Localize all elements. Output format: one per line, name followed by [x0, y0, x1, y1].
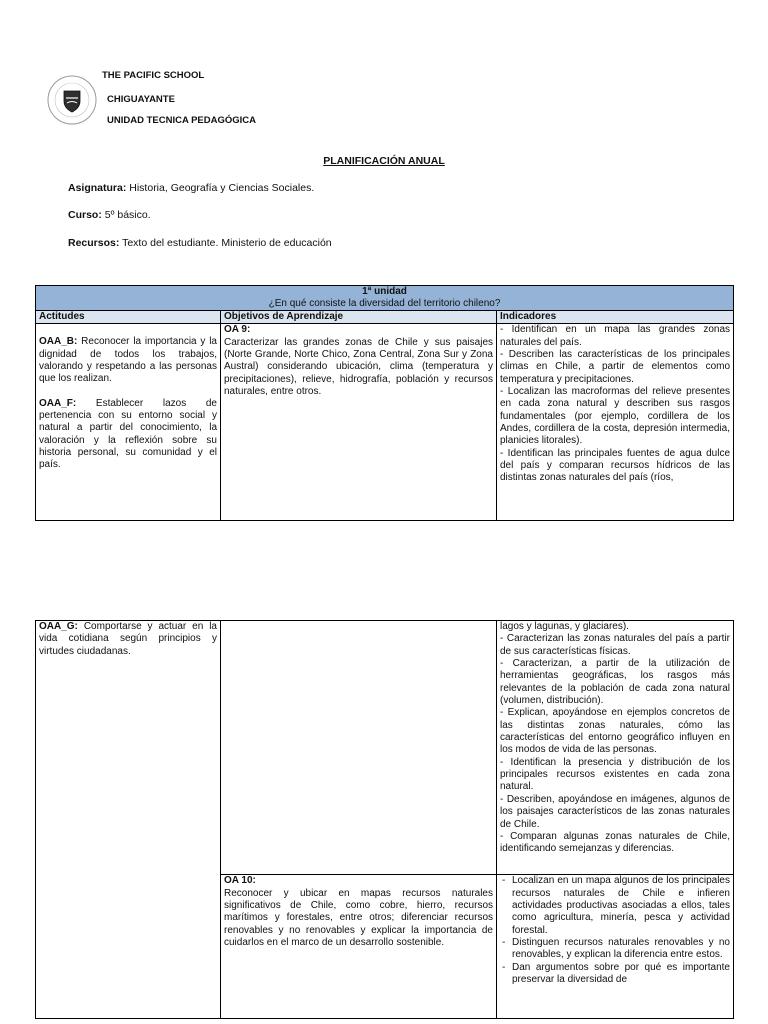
unit-title: 1ª unidad: [362, 286, 407, 297]
objective-oa10-cell: [221, 875, 497, 1019]
attitude-text: Comportarse y actuar en la vida cotidiana según principios y virtudes ciudadanas.: [39, 621, 217, 657]
school-logo-seal: [46, 74, 98, 126]
meta-asignatura: [68, 182, 314, 194]
col-header-indicadores: Indicadores: [497, 311, 734, 324]
recursos-value: Texto del estudiante. Ministerio de educación: [122, 237, 332, 249]
table-row: [36, 324, 734, 521]
attitude-code: OAA_B:: [39, 336, 78, 348]
objective-oa9-cell: [221, 324, 497, 521]
unit-header: [36, 286, 734, 311]
planning-table-page1: [35, 285, 734, 521]
document-title: PLANIFICACIÓN ANUAL: [323, 155, 445, 167]
attitude-text: Establecer lazos de pertenencia con su entorno social y natural a partir del conocimiento, la valoración y la reflexión sobre su historia personal, su comunidad y el país.: [39, 397, 217, 471]
attitude-text: Reconocer la importancia y la dignidad de todos los trabajos, valorando y respetando a las personas que los realizan.: [39, 336, 217, 385]
attitudes-cell: [36, 621, 221, 1019]
school-unit: UNIDAD TECNICA PEDAGÓGICA: [107, 115, 257, 126]
objective-text: Caracterizar las grandes zonas de Chile y sus paisajes (Norte Grande, Norte Chico, Zona Central, Zona Sur y Zona Austral) considerando ubicación, clima (temperatura y precipitaciones), relieve, hidrografía, población y recursos naturales, entre otros.: [224, 336, 493, 398]
objective-code: OA 10:: [224, 875, 256, 887]
table-row: [36, 621, 734, 875]
meta-curso: [68, 209, 151, 221]
indicators-cell: [497, 875, 734, 1019]
school-name: THE PACIFIC SCHOOL: [102, 70, 205, 81]
objective-text: Reconocer y ubicar en mapas recursos naturales significativos de Chile, como cobre, hierro, recursos marítimos y forestales, entre otros; diferenciar recursos renovables y no renovables y explicar la importancia de cuidarlos en el marco de un desarrollo sostenible.: [224, 887, 493, 949]
column-header-row: [36, 311, 734, 324]
attitude-oaa-f: [39, 398, 217, 472]
planning-table-page2: [35, 620, 734, 1019]
objective-code: OA 9:: [224, 324, 251, 336]
indicators-cell: [497, 621, 734, 875]
attitude-code: OAA_G:: [39, 621, 78, 632]
curso-value: 5º básico.: [104, 209, 151, 221]
school-city: CHIGUAYANTE: [107, 94, 175, 105]
indicators-cell: [497, 324, 734, 521]
asignatura-value: Historia, Geografía y Ciencias Sociales.: [129, 182, 315, 194]
list-item: - Distinguen recursos naturales renovables y no renovables, y explican la diferencia entre estos.: [512, 937, 730, 962]
unit-header-row: [36, 286, 734, 311]
curso-label: Curso:: [68, 209, 102, 221]
unit-question: ¿En qué consiste la diversidad del territorio chileno?: [268, 298, 501, 309]
col-header-actitudes: Actitudes: [36, 311, 221, 324]
recursos-label: Recursos:: [68, 237, 120, 249]
objective-empty-cell: [221, 621, 497, 875]
indicators-text: - Identifican en un mapa las grandes zonas naturales del país. - Describen las características de los principales climas en Chile, a partir de elementos como temperatura y precipitaciones. - Localizan las macroformas del relieve presentes en cada zona natural y describen sus rasgos fundamentales (por ejemplo, cordillera de los Andes, cordillera de la costa, depresión intermedia, planicies litorales). - Identifican las principales fuentes de agua dulce del país y comparan recursos hídricos de las distintas zonas naturales del país (ríos,: [500, 324, 731, 484]
attitude-oaa-g: [39, 621, 217, 658]
col-header-objetivos: Objetivos de Aprendizaje: [221, 311, 497, 324]
attitude-oaa-b: [39, 336, 217, 385]
meta-recursos: [68, 237, 332, 249]
attitudes-cell: [36, 324, 221, 521]
list-item: - Localizan en un mapa algunos de los principales recursos naturales de Chile e infieren actividades productivas asociadas a ellos, tales como agricultura, minería, pesca y actividad forestal.: [512, 875, 730, 937]
attitude-code: OAA_F:: [39, 397, 77, 409]
list-item: - Dan argumentos sobre por qué es importante preservar la diversidad de: [512, 962, 730, 987]
indicators-text: lagos y lagunas, y glaciares). - Caracterizan las zonas naturales del país a partir de sus características físicas. - Caracterizan, a partir de la utilización de herramientas geográficas, los rasgos más relevantes de la población de cada zona natural (volumen, distribución). - Explican, apoyándose en ejemplos concretos de las distintas zonas naturales, cómo las características del entorno geográfico influyen en los modos de vida de las personas. - Identifican la presencia y distribución de los principales recursos existentes en cada zona natural. - Describen, apoyándose en imágenes, algunos de los paisajes característicos de las zonas naturales de Chile. - Comparan algunas zonas naturales de Chile, identificando semejanzas y diferencias.: [500, 621, 730, 855]
asignatura-label: Asignatura:: [68, 182, 127, 194]
